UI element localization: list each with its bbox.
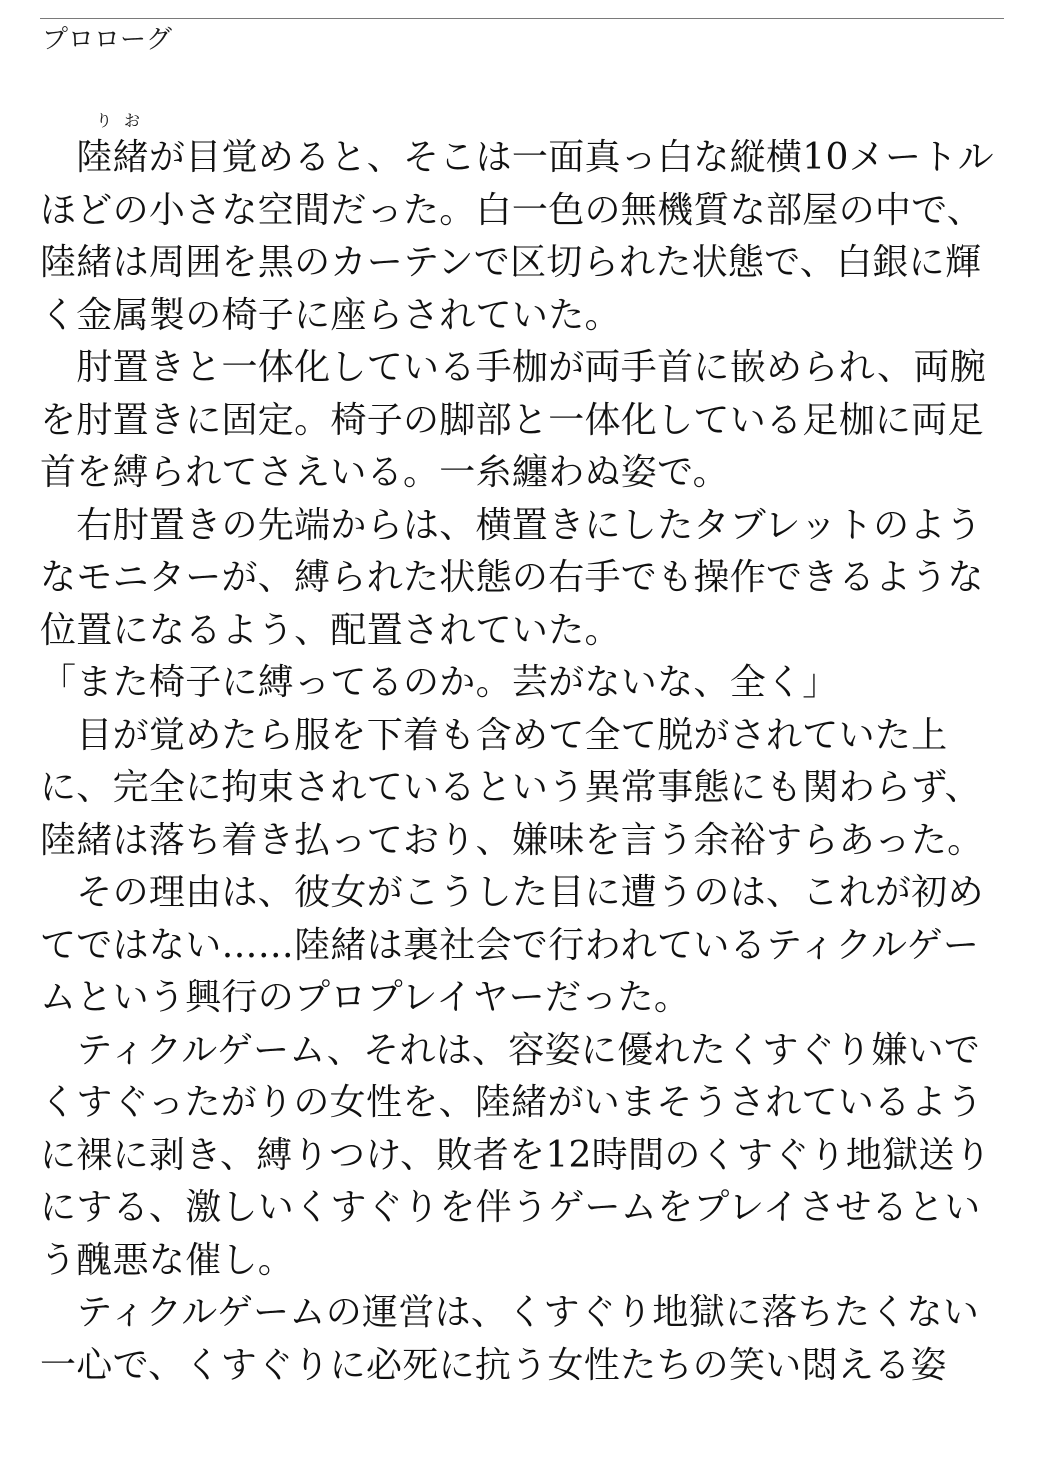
- text-line: 一心で、くすぐりに必死に抗う女性たちの笑い悶える姿: [40, 1344, 947, 1386]
- header-divider: [40, 18, 1004, 19]
- text-line: ティクルゲームの運営は、くすぐり地獄に落ちたくない: [40, 1292, 980, 1333]
- text-line: 肘置きと一体化している手枷が両手首に嵌められ、両腕: [40, 347, 986, 388]
- text-line: くすぐったがりの女性を、陸緒がいまそうされているよう: [40, 1082, 984, 1123]
- text-line: 「また椅子に縛ってるのか。芸がないな、全く」: [40, 662, 839, 703]
- text-line: を肘置きに固定。椅子の脚部と一体化している足枷に両足: [40, 399, 984, 441]
- text-line: 右肘置きの先端からは、横置きにしたタブレットのよう: [40, 504, 983, 546]
- text-line: ティクルゲーム、それは、容姿に優れたくすぐり嫌いで: [40, 1029, 981, 1071]
- text-line: 位置になるよう、配置されていた。: [40, 609, 621, 651]
- ruby-reading: りお: [95, 111, 152, 130]
- text-line: てではない……陸緒は裏社会で行われているティクルゲー: [40, 924, 980, 966]
- text-line: ムという興行のプロプレイヤーだった。: [40, 977, 691, 1018]
- text-line: う醜悪な催し。: [40, 1239, 295, 1281]
- text-line: 首を縛られてさえいる。一糸纏わぬ姿で。: [40, 452, 729, 493]
- text-line: ほどの小さな空間だった。白一色の無機質な部屋の中で、: [40, 189, 984, 231]
- text-line: 陸緒は落ち着き払っており、嫌味を言う余裕すらあった。: [40, 819, 984, 861]
- text-line: に裸に剥き、縛りつけ、敗者を12時間のくすぐり地獄送り: [40, 1134, 992, 1176]
- text-line: [40, 111, 1000, 185]
- novel-body: [40, 111, 1000, 1392]
- chapter-title: プロローグ: [42, 25, 173, 55]
- text-line: く金属製の椅子に座らされていた。: [40, 294, 621, 336]
- text-line: 陸緒は周囲を黒のカーテンで区切られた状態で、白銀に輝: [40, 242, 982, 283]
- line-text: 陸緒が目覚めると、そこは一面真っ白な縦横10メートル: [40, 137, 994, 178]
- text-line: その理由は、彼女がこうした目に遭うのは、これが初め: [40, 872, 984, 913]
- text-line: に、完全に拘束されているという異常事態にも関わらず、: [40, 767, 981, 808]
- text-line: にする、激しいくすぐりを伴うゲームをプレイさせるとい: [40, 1187, 981, 1228]
- text-line: なモニターが、縛られた状態の右手でも操作できるような: [40, 557, 984, 598]
- text-line: 目が覚めたら服を下着も含めて全て脱がされていた上: [40, 714, 948, 756]
